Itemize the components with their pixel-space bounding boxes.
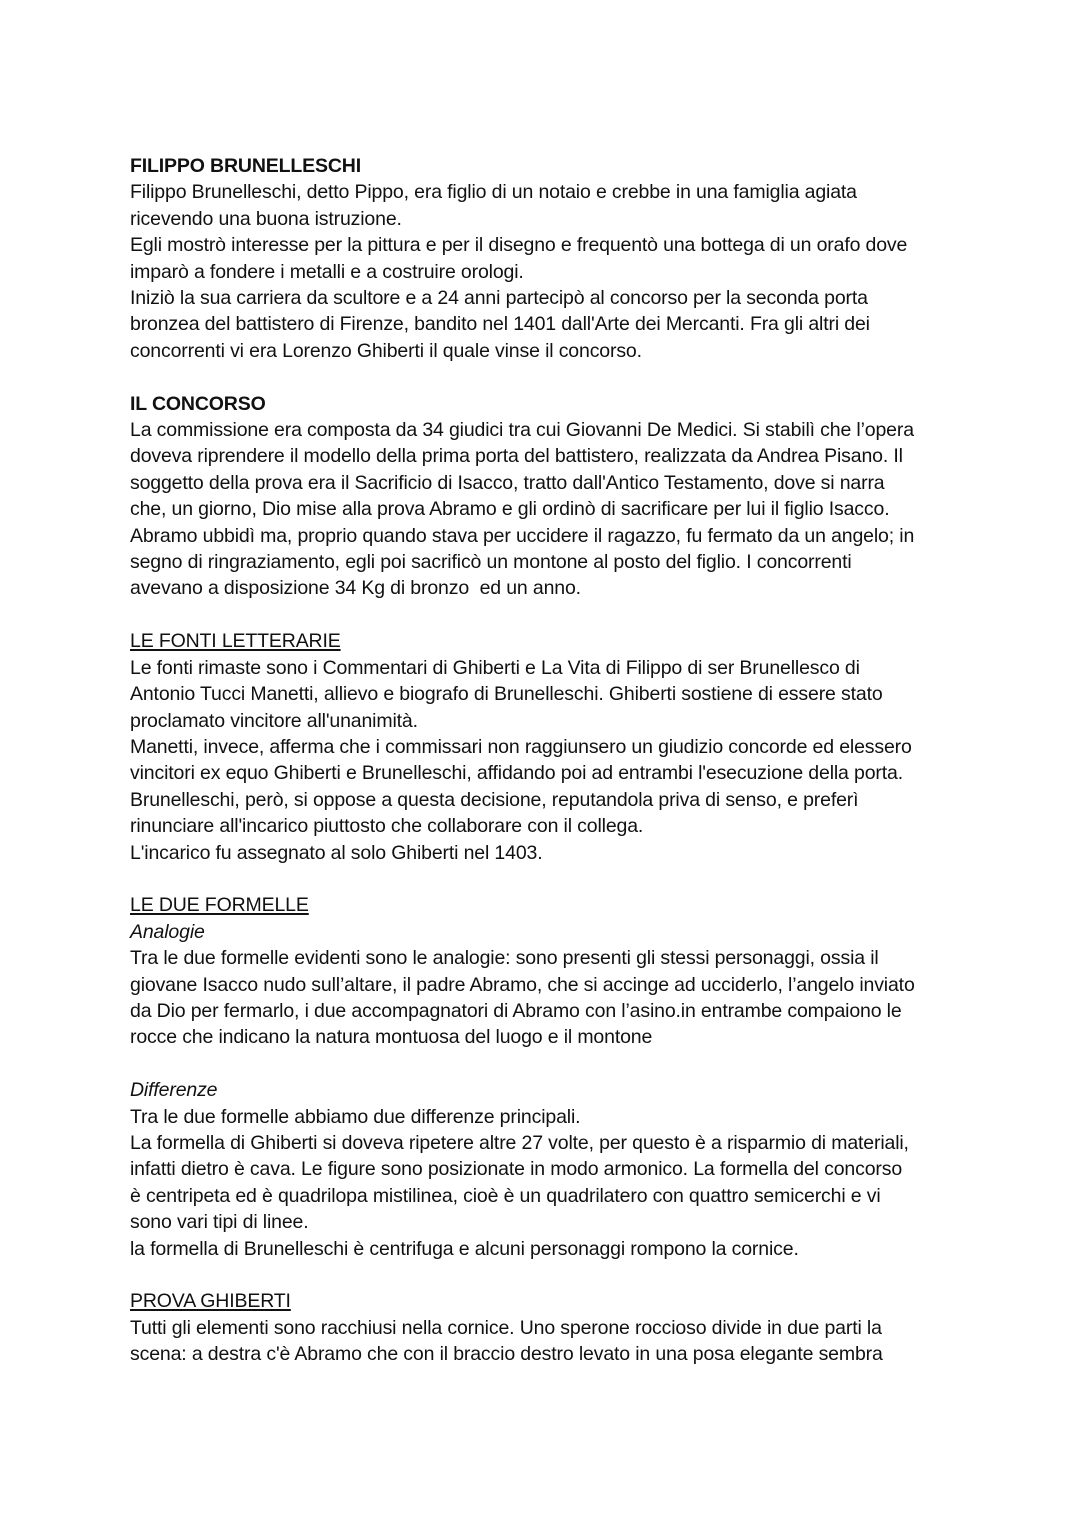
- text-line: sono vari tipi di linee.: [130, 1211, 309, 1234]
- text-line: ricevendo una buona istruzione.: [130, 207, 402, 230]
- spacer: [130, 1051, 960, 1077]
- text-line: La commissione era composta da 34 giudici tra cui Giovanni De Medici. Si stabilì che l’opera: [130, 419, 914, 442]
- subsection-heading: Differenze: [130, 1079, 218, 1102]
- text-line: Manetti, invece, afferma che i commissari non raggiunsero un giudizio concorde ed elessero: [130, 735, 912, 758]
- section-heading: LE DUE FORMELLE: [130, 894, 309, 917]
- text-line: doveva riprendere il modello della prima porta del battistero, realizzata da Andrea Pisano. Il: [130, 445, 903, 468]
- text-line: Filippo Brunelleschi, detto Pippo, era figlio di un notaio e crebbe in una famiglia agiata: [130, 181, 857, 204]
- text-line: scena: a destra c'è Abramo che con il braccio destro levato in una posa elegante sembra: [130, 1343, 883, 1366]
- section-il-concorso: [130, 391, 960, 602]
- section-filippo-brunelleschi: [130, 153, 960, 364]
- text-line: segno di ringraziamento, egli poi sacrificò un montone al posto del figlio. I concorrenti: [130, 551, 852, 574]
- text-line: avevano a disposizione 34 Kg di bronzo ed un anno.: [130, 577, 581, 600]
- document-page: [130, 153, 960, 1368]
- text-line: Tra le due formelle abbiamo due differenze principali.: [130, 1105, 581, 1128]
- text-line: Le fonti rimaste sono i Commentari di Ghiberti e La Vita di Filippo di ser Brunellesco di: [130, 656, 860, 679]
- text-line: la formella di Brunelleschi è centrifuga e alcuni personaggi rompono la cornice.: [130, 1237, 799, 1260]
- text-line: Brunelleschi, però, si oppose a questa decisione, reputandola priva di senso, e preferì: [130, 788, 859, 811]
- text-line: è centripeta ed è quadrilopa mistilinea, cioè è un quadrilatero con quattro semicerchi e vi: [130, 1184, 881, 1207]
- spacer: [130, 866, 960, 892]
- text-line: rocce che indicano la natura montuosa del luogo e il montone: [130, 1026, 653, 1049]
- text-line: da Dio per fermarlo, i due accompagnatori di Abramo con l’asino.in entrambe compaiono le: [130, 999, 902, 1022]
- text-line: Egli mostrò interesse per la pittura e per il disegno e frequentò una bottega di un orafo dove: [130, 234, 908, 257]
- text-line: giovane Isacco nudo sull’altare, il padre Abramo, che si accinge ad ucciderlo, l’angelo inviato: [130, 973, 915, 996]
- spacer: [130, 364, 960, 390]
- spacer: [130, 602, 960, 628]
- section-prova-ghiberti: [130, 1288, 960, 1367]
- text-line: soggetto della prova era il Sacrificio di Isacco, tratto dall'Antico Testamento, dove si narra: [130, 471, 885, 494]
- text-line: concorrenti vi era Lorenzo Ghiberti il quale vinse il concorso.: [130, 339, 642, 362]
- section-heading: FILIPPO BRUNELLESCHI: [130, 155, 362, 177]
- spacer: [130, 1262, 960, 1288]
- text-line: La formella di Ghiberti si doveva ripetere altre 27 volte, per questo è a risparmio di materiali,: [130, 1131, 909, 1154]
- text-line: Abramo ubbidì ma, proprio quando stava per uccidere il ragazzo, fu fermato da un angelo; in: [130, 524, 915, 547]
- text-line: Tra le due formelle evidenti sono le analogie: sono presenti gli stessi personaggi, ossia il: [130, 947, 879, 970]
- section-le-due-formelle: [130, 892, 960, 1050]
- text-line: vincitori ex equo Ghiberti e Brunelleschi, affidando poi ad entrambi l'esecuzione della porta.: [130, 762, 903, 785]
- text-line: proclamato vincitore all'unanimità.: [130, 709, 418, 732]
- section-heading: IL CONCORSO: [130, 392, 266, 415]
- text-line: rinunciare all'incarico piuttosto che collaborare con il collega.: [130, 815, 644, 838]
- text-line: Antonio Tucci Manetti, allievo e biografo di Brunelleschi. Ghiberti sostiene di essere stato: [130, 683, 883, 706]
- section-differenze: [130, 1077, 960, 1262]
- text-line: L'incarico fu assegnato al solo Ghiberti nel 1403.: [130, 841, 543, 864]
- section-heading: PROVA GHIBERTI: [130, 1290, 291, 1313]
- text-line: infatti dietro è cava. Le figure sono posizionate in modo armonico. La formella del concorso: [130, 1158, 903, 1181]
- section-heading: LE FONTI LETTERARIE: [130, 630, 341, 653]
- text-line: che, un giorno, Dio mise alla prova Abramo e gli ordinò di sacrificare per lui il figlio Isacco.: [130, 498, 890, 521]
- section-le-fonti-letterarie: [130, 628, 960, 866]
- text-line: imparò a fondere i metalli e a costruire orologi.: [130, 260, 524, 283]
- text-line: Iniziò la sua carriera da scultore e a 24 anni partecipò al concorso per la seconda porta: [130, 287, 868, 310]
- text-line: Tutti gli elementi sono racchiusi nella cornice. Uno sperone roccioso divide in due parti la: [130, 1316, 882, 1339]
- text-line: bronzea del battistero di Firenze, bandito nel 1401 dall'Arte dei Mercanti. Fra gli altri dei: [130, 313, 870, 336]
- subsection-heading: Analogie: [130, 920, 205, 943]
